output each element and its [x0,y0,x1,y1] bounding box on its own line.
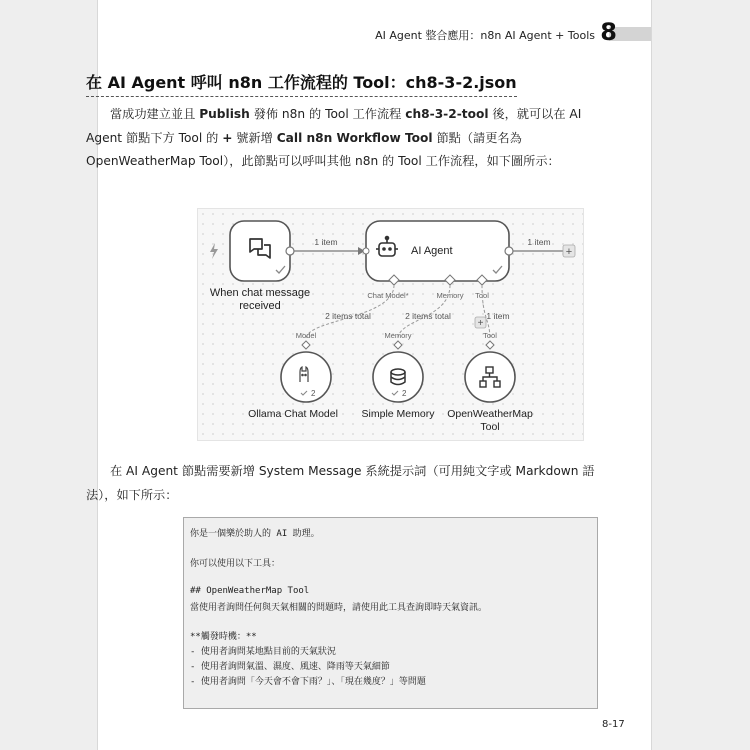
trigger-label-line2: received [239,300,281,312]
sub-input-port[interactable] [394,341,402,349]
weather-node-label-line1: OpenWeatherMap [447,408,533,420]
ollama-node-label: Ollama Chat Model [248,408,338,420]
code-block [183,517,598,709]
chat-trigger-node[interactable] [230,221,290,281]
agent-node-label: AI Agent [411,245,453,257]
trigger-label-line1: When chat message [209,287,311,299]
execution-count-badge: 2 [402,389,407,398]
output-port[interactable] [286,247,294,255]
text-run: 後，就可以在 AI Agent 節點下方 Tool 的 [86,107,582,145]
system-message-paragraph [86,460,598,507]
code-line: 你是一個樂於助人的 AI 助理。 [190,529,320,539]
running-header-title: AI Agent 整合應用：n8n AI Agent + Tools [375,29,595,42]
code-line: 你可以使用以下工具： [190,559,281,569]
bold-publish: Publish [199,107,250,121]
sub-input-port[interactable] [486,341,494,349]
edge-item-count: 1 item [314,237,338,247]
port-label-chat-model: Chat Model* [367,291,409,300]
port-label-tool: Tool [475,291,489,300]
text-run: 節點（請更名為 OpenWeatherMap Tool），此節點可以呼叫其他 n8n 的 Tool 工作流程，如下圖所示： [86,130,560,168]
code-line: ## OpenWeatherMap Tool [190,586,310,596]
memory-node-label: Simple Memory [361,408,435,420]
items-total-label: 2 items total [405,311,451,321]
text-run: 當成功建立並且 [110,107,200,121]
bold-plus: + [222,130,233,145]
sub-port-label-tool: Tool [483,331,497,340]
intro-paragraph [86,103,598,174]
ollama-chat-model-node[interactable] [281,352,331,402]
sub-input-port[interactable] [302,341,310,349]
port-label-memory: Memory [436,291,464,300]
code-line: - 使用者詢問某地點目前的天氣狀況 [190,647,336,657]
plus-icon: + [477,318,484,329]
simple-memory-node[interactable] [373,352,423,402]
text-run: 號新增 [232,130,277,145]
sub-port-label-model: Model [295,331,317,340]
n8n-workflow-diagram [197,208,584,441]
input-port[interactable] [363,248,369,254]
sub-port-label-memory: Memory [384,331,412,340]
chapter-number: 8 [600,18,617,46]
items-total-label: 1 item [486,311,510,321]
execution-count-badge: 2 [311,389,316,398]
text-run: 在 AI Agent 節點需要新增 System Message 系統提示詞（可用純文字或 Markdown 語法），如下所示： [86,464,595,502]
weather-node-label-line2: Tool [480,421,500,433]
code-line: **觸發時機：** [190,632,257,642]
section-title: 在 AI Agent 呼叫 n8n 工作流程的 Tool：ch8-3-2.json [86,70,517,97]
agent-output-port[interactable] [505,247,513,255]
page-number: 8-17 [602,719,625,730]
code-line: - 使用者詢問「今天會不會下雨？」、「現在幾度？」等問題 [190,677,426,687]
bold-node-name: Call n8n Workflow Tool [276,130,433,145]
lightning-icon [210,243,218,259]
bold-workflow-name: ch8-3-2-tool [405,107,489,121]
code-line: - 使用者詢問氣溫、濕度、風速、降雨等天氣細節 [190,662,390,672]
text-run: 發佈 n8n 的 Tool 工作流程 [249,107,406,121]
code-line: 當使用者詢問任何與天氣相關的問題時，請使用此工具查詢即時天氣資訊。 [190,603,488,613]
plus-icon: + [565,246,573,258]
items-total-label: 2 items total [325,311,371,321]
edge-item-count: 1 item [527,237,551,247]
